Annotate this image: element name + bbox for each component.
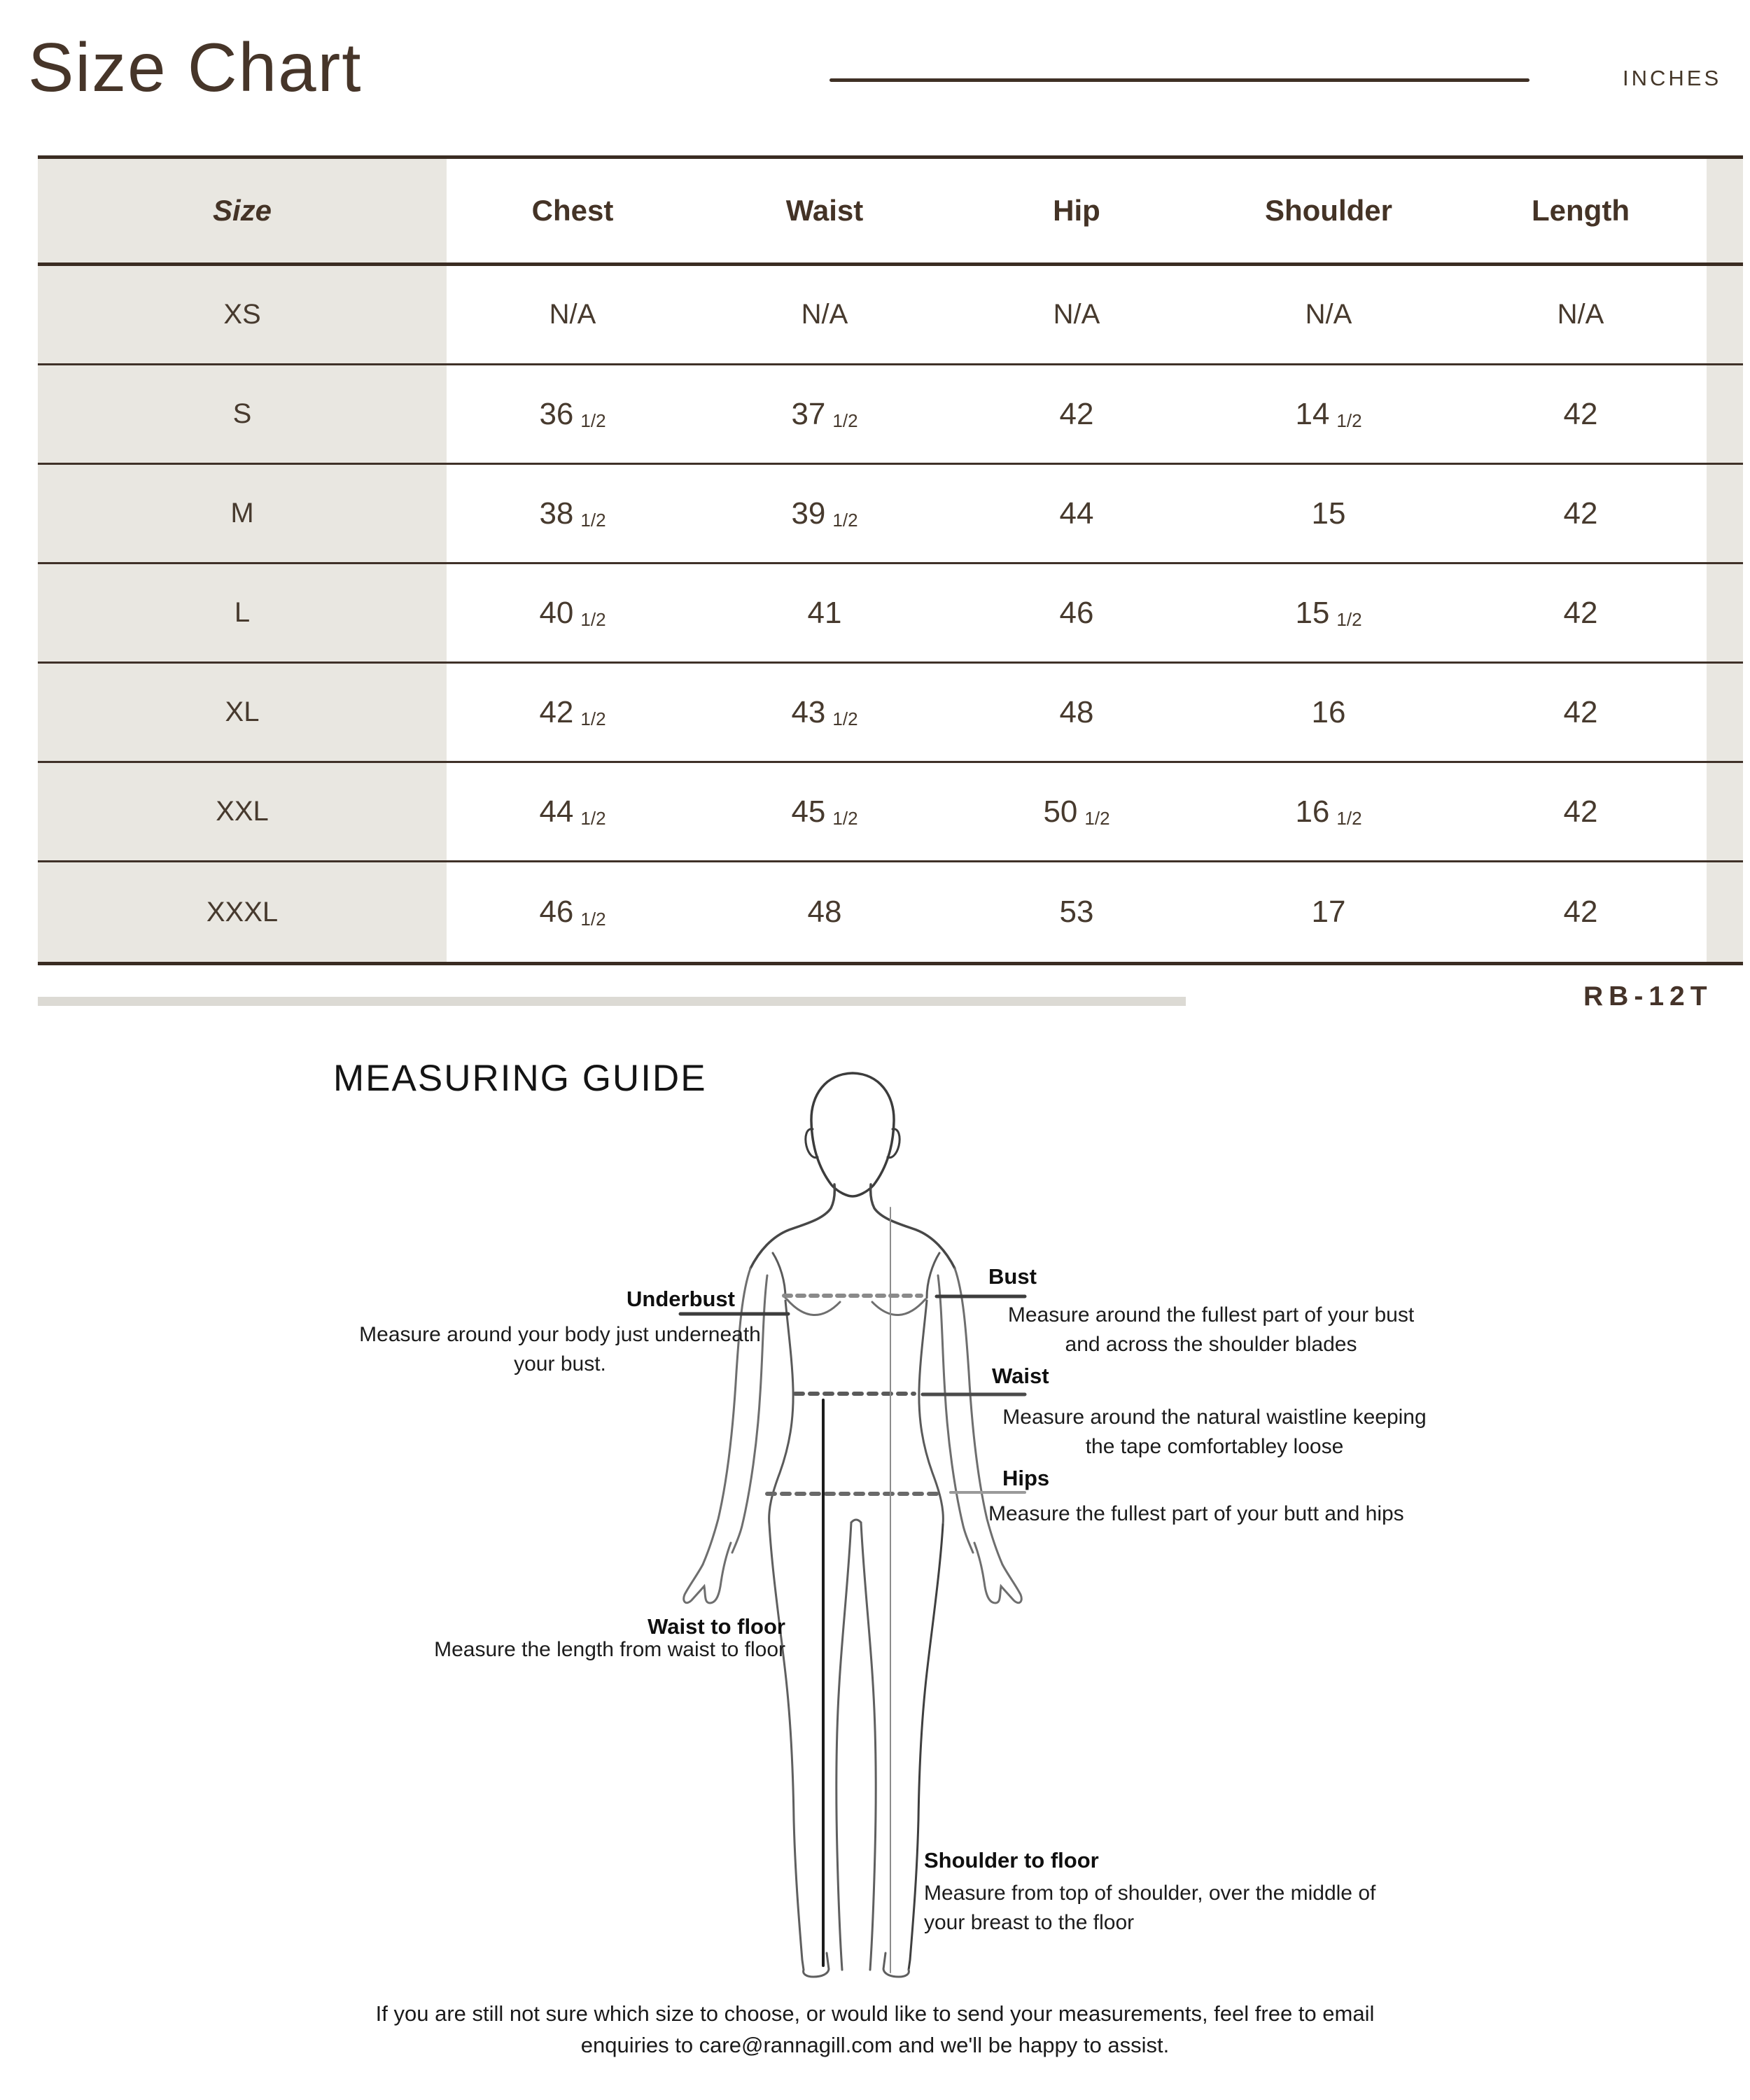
table-header-row [38,159,1743,266]
measurement-cell [951,365,1203,463]
measurement-fraction: 1/2 [580,708,606,729]
table-row-xxl [38,763,1743,862]
measurement-fraction: 1/2 [1336,808,1362,829]
column-header-size: Size [38,159,447,262]
measurement-cell [1455,664,1707,761]
table-right-strip [1707,862,1743,962]
torso-left-armpit [773,1253,785,1298]
table-right-strip [1707,763,1743,860]
left-leg-inner [836,1522,851,1970]
measurement-cell [699,763,951,860]
measurement-cell [447,266,699,363]
size-cell: XXL [38,763,447,860]
measurement-value: N/A [1557,299,1604,330]
measurement-cell [1203,763,1455,860]
bust-label: Bust [988,1264,1037,1289]
measurement-cell [1455,266,1707,363]
measurement-value: 53 [1059,895,1094,929]
table-row-l [38,564,1743,664]
waist-to-floor-description [413,1635,785,1665]
table-right-strip [1707,664,1743,761]
footer-line2: enquiries to care@rannagill.com and we'll be happy to assist. [580,2033,1170,2057]
measurement-cell [447,763,699,860]
measurement-cell [1455,365,1707,463]
measurement-value: 42 [1563,895,1598,929]
column-header-shoulder: Shoulder [1264,194,1392,227]
measurement-value: 15 [1295,595,1330,630]
column-header-hip: Hip [1053,194,1100,227]
shoulder-to-floor-label: Shoulder to floor [924,1848,1099,1872]
bust-description [983,1301,1438,1359]
measurement-cell [1203,862,1455,962]
measurement-value: 48 [807,895,842,929]
measurement-cell [699,465,951,562]
table-right-strip [1707,266,1743,363]
measurement-value: 42 [1563,496,1598,531]
measurement-cell [1203,564,1455,662]
measurement-value: N/A [1305,299,1352,330]
size-cell: XS [38,266,447,363]
measurement-value: 15 [1311,496,1346,531]
neck-right-shoulder [871,1184,955,1268]
table-right-strip [1707,564,1743,662]
right-bust-curve [872,1299,925,1315]
measurement-fraction: 1/2 [580,510,606,531]
underbust-desc-line1: Measure around your body just underneath [359,1323,761,1346]
table-row-m [38,465,1743,564]
figure-head [811,1073,894,1196]
measurement-value: 44 [1059,496,1094,531]
waist-to-floor-label: Waist to floor [648,1614,785,1639]
measurement-fraction: 1/2 [1084,808,1110,829]
measurement-cell [699,564,951,662]
measurement-value: 46 [1059,595,1094,630]
measurement-value: N/A [549,299,596,330]
measurement-cell [1455,763,1707,860]
crotch-curve [851,1520,861,1522]
measurement-fraction: 1/2 [580,410,606,431]
measurement-value: 14 [1295,396,1330,431]
shoulder-to-floor-desc-line2: your breast to the floor [924,1911,1135,1934]
measurement-value: 42 [1563,794,1598,829]
size-cell: M [38,465,447,562]
measurement-cell [1203,365,1455,463]
measurement-value: 41 [807,595,842,630]
right-leg-inner [861,1522,876,1970]
hips-description [988,1499,1450,1529]
footer-line1: If you are still not sure which size to choose, or would like to send your measurements, feel free to email [375,2001,1375,2026]
measurement-value: 17 [1311,895,1346,929]
table-row-xxxl [38,862,1743,962]
measurement-value: 43 [791,694,826,729]
waist-label: Waist [992,1364,1049,1388]
measurement-cell [699,365,951,463]
hips-desc-line1: Measure the fullest part of your butt and hips [988,1502,1404,1525]
measurement-cell [1203,266,1455,363]
unit-label: INCHES [1623,66,1722,90]
left-foot [804,1953,829,1977]
measurement-cell [699,862,951,962]
measurement-value: 44 [539,794,574,829]
measurement-value: 42 [539,694,574,729]
underbust-label: Underbust [626,1287,735,1311]
measurement-value: 45 [791,794,826,829]
table-right-strip [1707,365,1743,463]
right-foot [883,1953,909,1977]
bust-desc-line2: and across the shoulder blades [1065,1333,1357,1356]
hips-label: Hips [1002,1466,1050,1490]
size-cell: L [38,564,447,662]
measuring-guide-title: MEASURING GUIDE [333,1058,707,1099]
measurement-cell [447,862,699,962]
measurement-cell [447,664,699,761]
column-header-waist: Waist [785,194,864,227]
measurement-cell [447,564,699,662]
column-header-length: Length [1532,194,1630,227]
measurement-cell [699,664,951,761]
measurement-value: 48 [1059,694,1094,729]
measurement-cell [699,266,951,363]
measurement-value: 37 [791,396,826,431]
table-row-xs [38,266,1743,365]
table-footer-bar [38,997,1186,1006]
measurement-fraction: 1/2 [580,609,606,630]
measurement-value: 36 [539,396,574,431]
shoulder-to-floor-desc-line1: Measure from top of shoulder, over the middle of [924,1882,1376,1905]
measurement-value: 16 [1295,794,1330,829]
measurement-value: 38 [539,496,574,531]
measurement-value: 42 [1563,396,1598,431]
table-row-xl [38,664,1743,763]
measurement-fraction: 1/2 [1336,609,1362,630]
measurement-cell [1203,664,1455,761]
measurement-cell [951,763,1203,860]
measurement-value: 46 [539,895,574,929]
measurement-value: 39 [791,496,826,531]
measurement-value: 16 [1311,694,1346,729]
page-title: Size Chart [28,29,363,106]
measurement-fraction: 1/2 [832,510,858,531]
waist-desc-line1: Measure around the natural waistline keeping [1002,1406,1427,1429]
left-bust-curve [787,1299,840,1315]
waist-to-floor-desc-line1: Measure the length from waist to floor [434,1638,785,1661]
neck-left-shoulder [750,1184,834,1268]
measurement-value: N/A [801,299,848,330]
measurement-value: N/A [1053,299,1100,330]
measurement-cell [1455,564,1707,662]
measurement-cell [447,365,699,463]
header-divider-line [830,78,1530,82]
measurement-fraction: 1/2 [1336,410,1362,431]
table-body [38,266,1743,962]
table-row-s [38,365,1743,465]
measurement-cell [1203,465,1455,562]
waist-desc-line2: the tape comfortabley loose [1085,1435,1344,1458]
torso-right-side [919,1301,943,1525]
size-cell: S [38,365,447,463]
measurement-fraction: 1/2 [832,808,858,829]
measurement-fraction: 1/2 [832,410,858,431]
size-cell: XXXL [38,862,447,962]
measurement-cell [447,465,699,562]
measurement-cell [951,664,1203,761]
underbust-desc-line2: your bust. [514,1352,606,1376]
size-table [38,155,1743,965]
left-arm-inner [732,1275,767,1553]
table-right-strip [1707,465,1743,562]
measurement-cell [1455,862,1707,962]
measurement-value: 40 [539,595,574,630]
measurement-value: 42 [1563,595,1598,630]
measurement-cell [1455,465,1707,562]
measurement-value: 42 [1563,694,1598,729]
measurement-value: 42 [1059,396,1094,431]
footer-note [280,1998,1470,2061]
measurement-cell [951,862,1203,962]
shoulder-to-floor-description [924,1879,1414,1938]
measurement-fraction: 1/2 [580,808,606,829]
measurement-fraction: 1/2 [832,708,858,729]
left-leg-outer [769,1525,804,1970]
column-header-chest: Chest [531,194,614,227]
style-code: RB-12T [1583,981,1713,1011]
measurement-value: 50 [1043,794,1078,829]
table-right-strip [1707,159,1743,262]
underbust-description [329,1320,791,1379]
size-cell: XL [38,664,447,761]
measurement-cell [951,564,1203,662]
measurement-cell [951,465,1203,562]
waist-description [980,1403,1449,1462]
measurement-cell [951,266,1203,363]
measurement-fraction: 1/2 [580,908,606,930]
bust-desc-line1: Measure around the fullest part of your bust [1007,1303,1415,1326]
